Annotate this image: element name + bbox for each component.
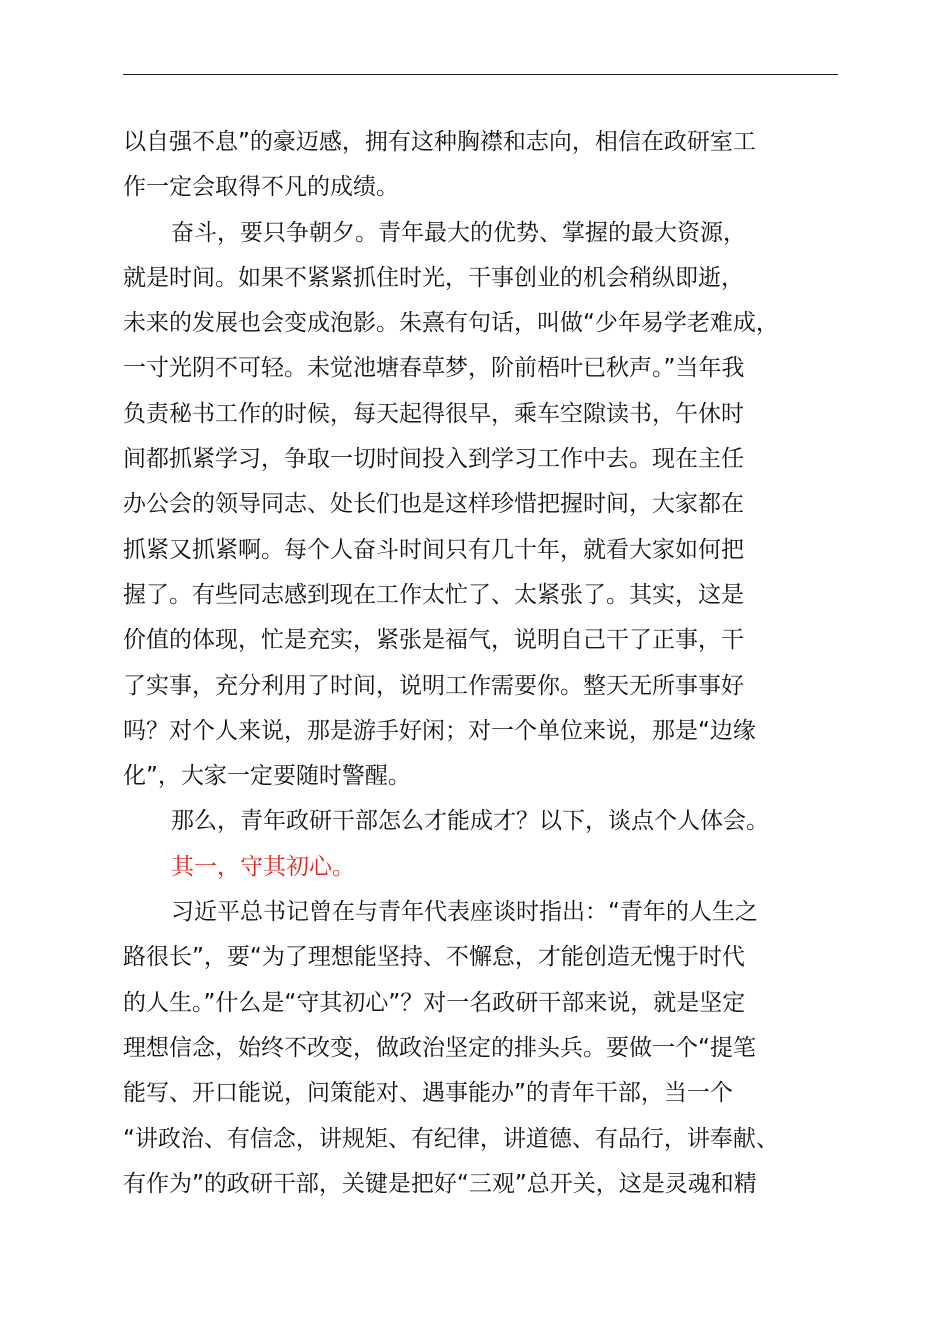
text-line: 就是时间。如果不紧紧抓住时光，干事创业的机会稍纵即逝， — [123, 264, 744, 291]
text-line: 那么，青年政研干部怎么才能成才？以下，谈点个人体会。 — [171, 808, 769, 835]
text-line: 路很长”，要“为了理想能坚持、不懈怠，才能创造无愧于时代 — [123, 944, 745, 971]
text-line: 一寸光阴不可轻。未觉池塘春草梦，阶前梧叶已秋声。”当年我 — [123, 355, 745, 382]
body-text — [123, 120, 841, 1207]
text-line: 价值的体现，忙是充实，紧张是福气，说明自己干了正事，干 — [123, 627, 744, 654]
text-line: 奋斗，要只争朝夕。青年最大的优势、掌握的最大资源， — [171, 219, 746, 246]
text-line: 化”，大家一定要随时警醒。 — [123, 763, 411, 790]
text-line: 有作为”的政研干部，关键是把好“三观”总开关，这是灵魂和精 — [123, 1170, 757, 1197]
text-line: 间都抓紧学习，争取一切时间投入到学习工作中去。现在主任 — [123, 446, 744, 473]
text-line: 作一定会取得不凡的成绩。 — [123, 174, 399, 201]
text-line: 未来的发展也会变成泡影。朱熹有句话，叫做“少年易学老难成， — [123, 310, 779, 337]
header-rule — [123, 74, 838, 75]
text-line: 以自强不息”的豪迈感，拥有这种胸襟和志向，相信在政研室工 — [123, 129, 756, 155]
text-line: 抓紧又抓紧啊。每个人奋斗时间只有几十年，就看大家如何把 — [123, 536, 744, 563]
section-heading: 其一，守其初心。 — [171, 853, 355, 880]
text-line: “讲政治、有信念，讲规矩、有纪律，讲道德、有品行，讲奉献、 — [123, 1125, 779, 1152]
text-line: 了实事，充分利用了时间，说明工作需要你。整天无所事事好 — [123, 672, 744, 699]
text-line: 负责秘书工作的时候，每天起得很早，乘车空隙读书，午休时 — [123, 400, 744, 427]
text-line: 理想信念，始终不改变，做政治坚定的排头兵。要做一个“提笔 — [123, 1034, 756, 1061]
text-line: 办公会的领导同志、处长们也是这样珍惜把握时间，大家都在 — [123, 491, 744, 518]
text-line: 握了。有些同志感到现在工作太忙了、太紧张了。其实，这是 — [123, 581, 744, 608]
text-line: 吗？对个人来说，那是游手好闲；对一个单位来说，那是“边缘 — [123, 717, 756, 744]
text-line: 的人生。”什么是“守其初心”？对一名政研干部来说，就是坚定 — [123, 989, 746, 1016]
text-line: 习近平总书记曾在与青年代表座谈时指出：“青年的人生之 — [171, 899, 758, 926]
text-line: 能写、开口能说，问策能对、遇事能办”的青年干部，当一个 — [123, 1080, 733, 1107]
